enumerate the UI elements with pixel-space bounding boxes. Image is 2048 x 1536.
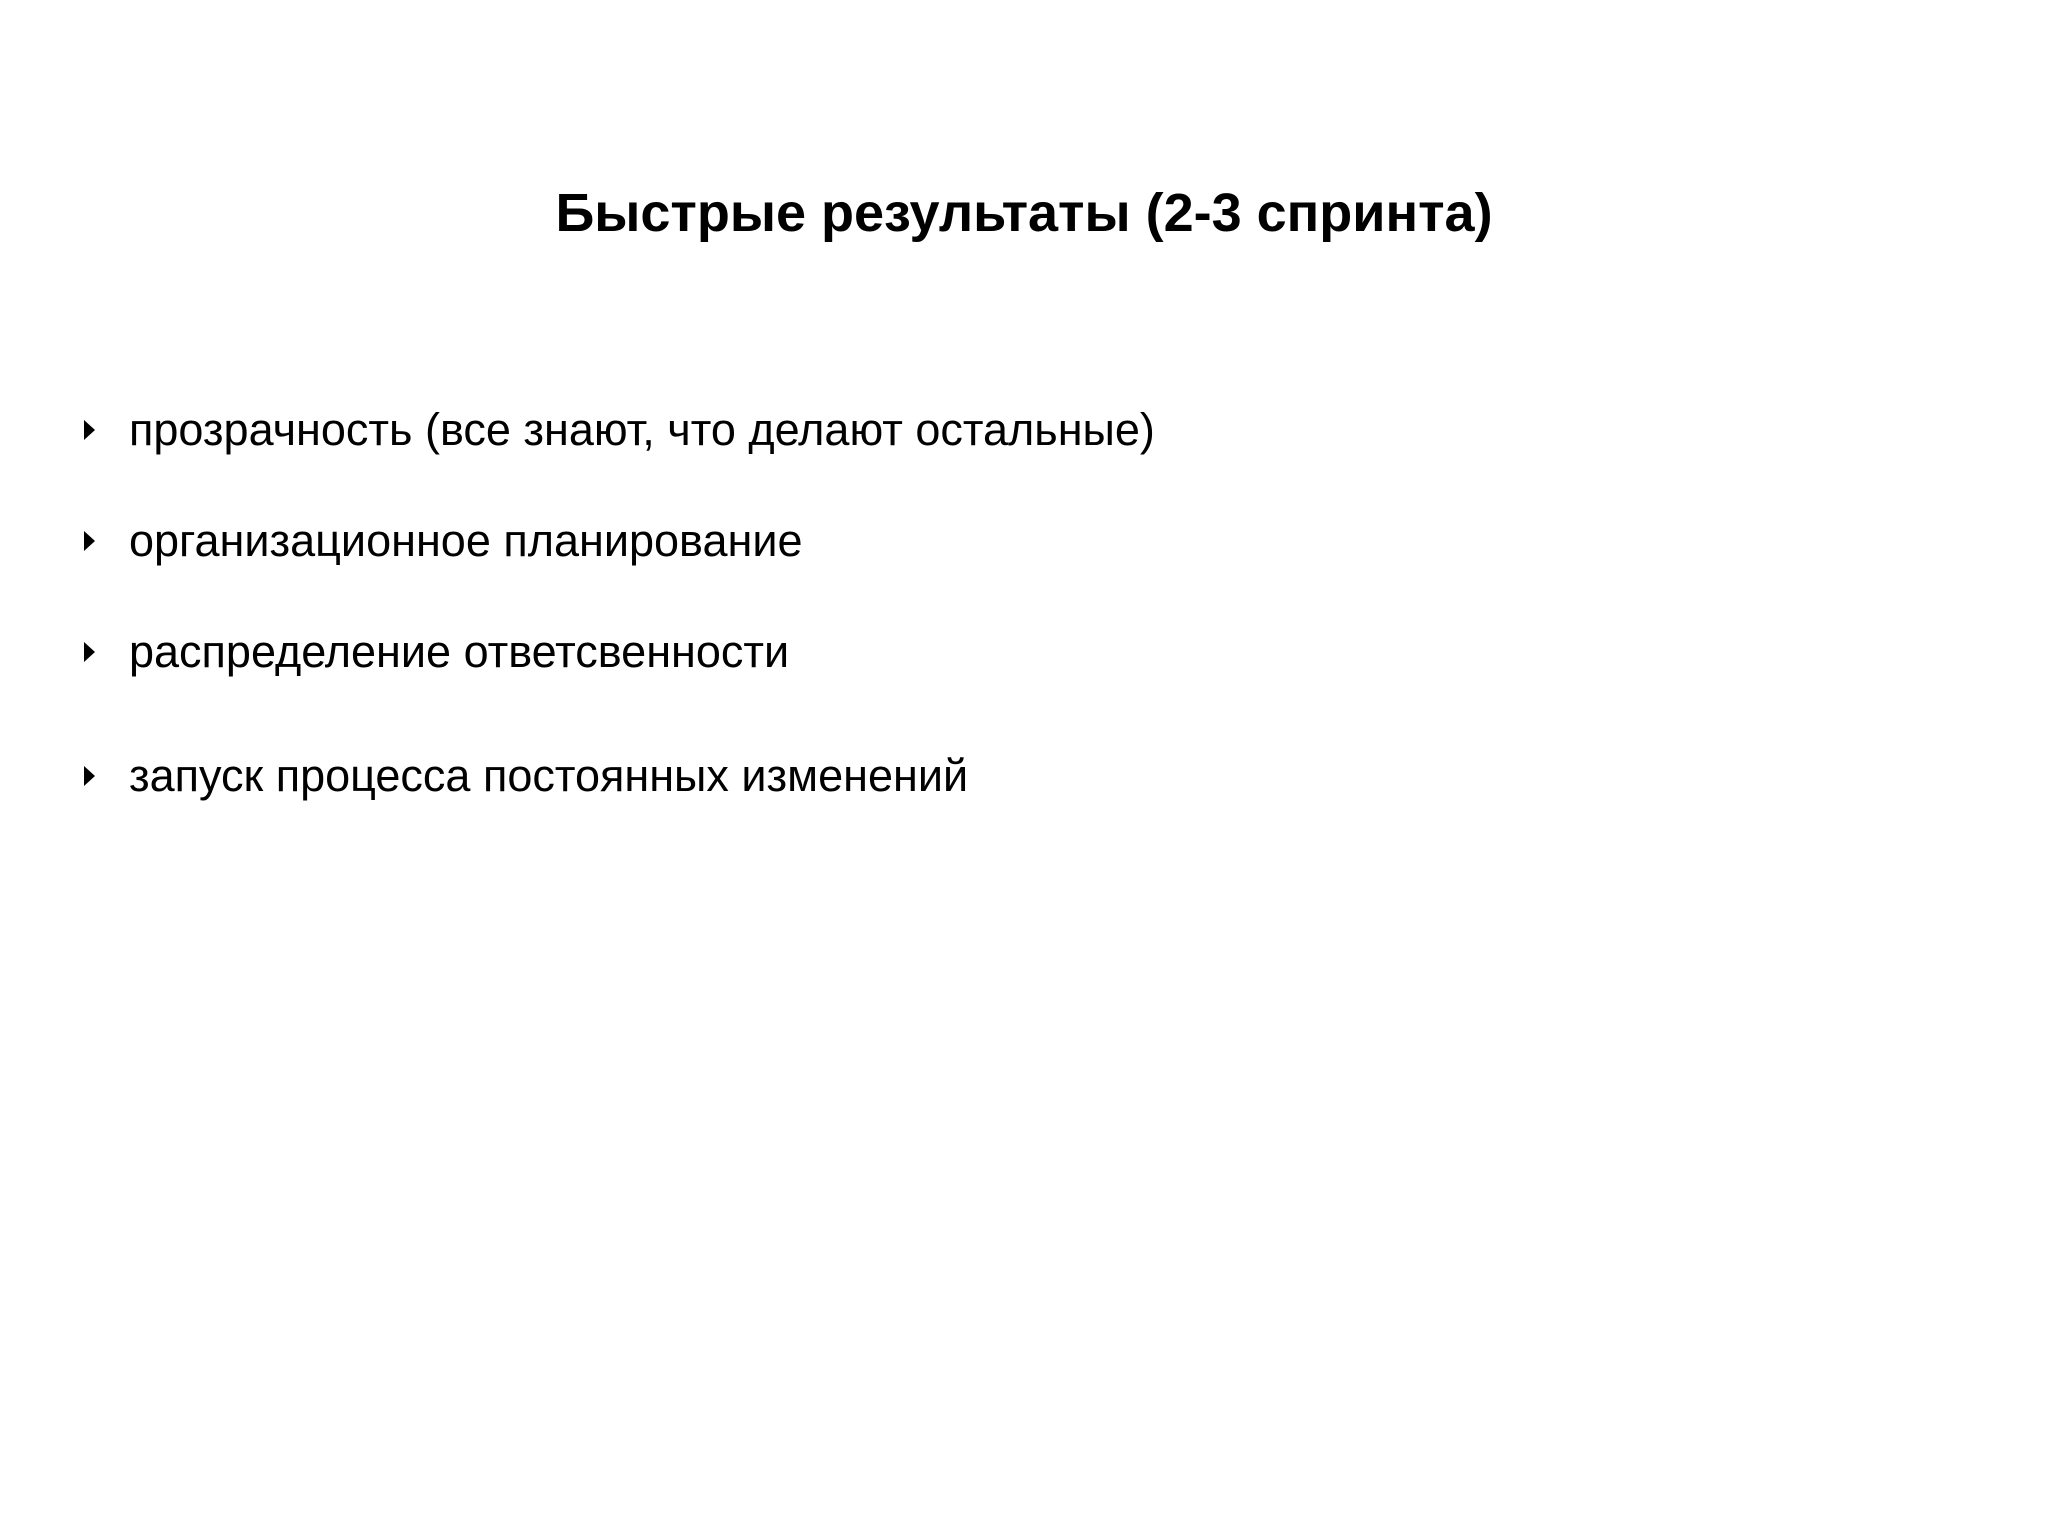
slide-title: Быстрые результаты (2-3 спринта) — [555, 183, 1493, 243]
list-item — [0, 511, 2048, 571]
list-item — [0, 746, 2048, 806]
triangle-right-icon — [84, 531, 95, 551]
triangle-right-icon — [84, 420, 95, 440]
triangle-right-icon — [84, 642, 95, 662]
bullet-text: распределение ответсвенности — [129, 626, 790, 677]
bullet-text: запуск процесса постоянных изменений — [129, 750, 969, 801]
bullet-text: организационное планирование — [129, 515, 803, 566]
triangle-right-icon — [84, 766, 95, 786]
list-item — [0, 622, 2048, 682]
list-item — [0, 400, 2048, 460]
bullet-text: прозрачность (все знают, что делают остальные) — [129, 404, 1155, 455]
